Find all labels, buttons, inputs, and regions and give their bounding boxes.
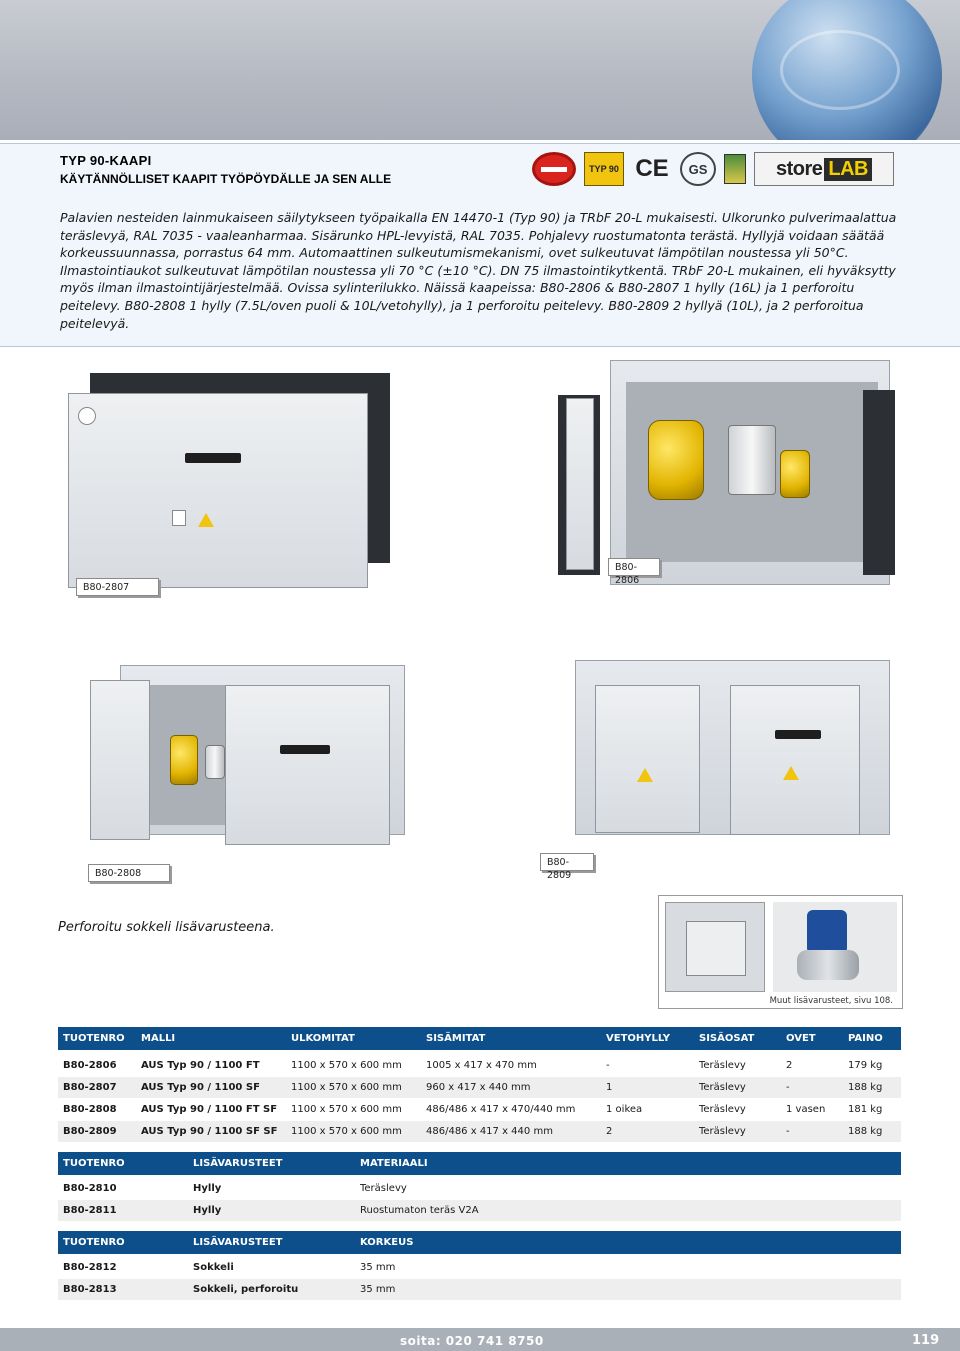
- photo-b80-2806: [548, 360, 908, 585]
- left-door: [90, 680, 150, 840]
- table-row: [58, 1178, 901, 1200]
- cell: 1100 x 570 x 600 mm: [286, 1121, 421, 1143]
- cell: B80-2808: [58, 1099, 136, 1121]
- storelab-logo: [754, 152, 894, 186]
- warning-icon: [198, 513, 214, 527]
- accessory-cabinet-image: [665, 902, 765, 992]
- cell: -: [781, 1121, 843, 1143]
- table-row: [58, 1099, 901, 1121]
- cell: Teräslevy: [694, 1121, 781, 1143]
- col-header: OVET: [781, 1027, 843, 1050]
- cell: Teräslevy: [694, 1077, 781, 1099]
- accessory-fan-image: [773, 902, 897, 992]
- cell: 486/486 x 417 x 440 mm: [421, 1121, 601, 1143]
- cell: B80-2813: [58, 1279, 188, 1301]
- col-header: SISÄOSAT: [694, 1027, 781, 1050]
- cell: Sokkeli: [188, 1257, 355, 1279]
- cell: AUS Typ 90 / 1100 SF SF: [136, 1121, 286, 1143]
- cell: 1 oikea: [601, 1099, 694, 1121]
- cell: AUS Typ 90 / 1100 FT SF: [136, 1099, 286, 1121]
- table-row: [58, 1279, 901, 1301]
- photo-b80-2809: [575, 660, 895, 845]
- col-header: KORKEUS: [355, 1231, 901, 1254]
- cell: 1: [601, 1077, 694, 1099]
- warning-icon: [783, 766, 799, 780]
- cell: -: [781, 1077, 843, 1099]
- typ90-logo: TYP 90: [584, 152, 624, 186]
- drawer-front: [225, 685, 390, 845]
- cell: 960 x 417 x 440 mm: [421, 1077, 601, 1099]
- col-header: LISÄVARUSTEET: [188, 1152, 355, 1175]
- photo-b80-2807: [60, 365, 390, 595]
- page-title: TYP 90-KAAPI: [60, 153, 152, 168]
- col-header: SISÄMITAT: [421, 1027, 601, 1050]
- page-number: 119: [912, 1333, 940, 1348]
- col-header: TUOTENRO: [58, 1231, 188, 1254]
- table-header-row: [58, 1152, 901, 1175]
- heights-table: [58, 1231, 901, 1301]
- table-header-row: [58, 1027, 901, 1050]
- cell: Ruostumaton teräs V2A: [355, 1200, 901, 1222]
- steel-can: [728, 425, 776, 495]
- left-door-face: [566, 398, 594, 570]
- storelab-logo-store: store: [775, 157, 823, 180]
- certification-logos: [532, 150, 894, 188]
- cell: AUS Typ 90 / 1100 FT: [136, 1055, 286, 1077]
- cell: 2: [781, 1055, 843, 1077]
- cell: 35 mm: [355, 1279, 901, 1301]
- cell: 2: [601, 1121, 694, 1143]
- photo-b80-2808: [80, 655, 410, 860]
- cell: Teräslevy: [355, 1178, 901, 1200]
- cell: 35 mm: [355, 1257, 901, 1279]
- yellow-can-small: [780, 450, 810, 498]
- accessory-door: [686, 921, 746, 976]
- cell: 188 kg: [843, 1077, 901, 1099]
- warning-icon: [637, 768, 653, 782]
- label-b80-2809: B80-2809: [540, 853, 594, 871]
- cell: B80-2812: [58, 1257, 188, 1279]
- cell: Hylly: [188, 1200, 355, 1222]
- materials-table: [58, 1152, 901, 1222]
- table-row: [58, 1200, 901, 1222]
- fan-housing: [797, 950, 859, 980]
- steel-bottle: [205, 745, 225, 779]
- table-row: [58, 1077, 901, 1099]
- no-entry-icon: [532, 152, 576, 186]
- top-banner: [0, 0, 960, 140]
- col-header: MATERIAALI: [355, 1152, 901, 1175]
- ripple-graphic: [780, 30, 900, 110]
- cell: B80-2809: [58, 1121, 136, 1143]
- col-header: LISÄVARUSTEET: [188, 1231, 355, 1254]
- right-door: [863, 390, 895, 575]
- col-header: PAINO: [843, 1027, 901, 1050]
- col-header: VETOHYLLY: [601, 1027, 694, 1050]
- accessories-caption: Muut lisävarusteet, sivu 108.: [769, 996, 893, 1006]
- drawer-front: [68, 393, 368, 588]
- storelab-logo-lab: LAB: [824, 158, 872, 181]
- cell: Teräslevy: [694, 1055, 781, 1077]
- col-header: TUOTENRO: [58, 1027, 136, 1050]
- footer-phone: soita: 020 741 8750: [400, 1334, 544, 1348]
- gs-mark-icon: GS: [680, 152, 716, 186]
- cell: B80-2807: [58, 1077, 136, 1099]
- yellow-can: [170, 735, 198, 785]
- cell: B80-2810: [58, 1178, 188, 1200]
- sign-sticker: [172, 510, 186, 526]
- drawer-handle: [185, 453, 241, 463]
- cell: B80-2806: [58, 1055, 136, 1077]
- accessories-photo: [658, 895, 903, 1009]
- fan-motor: [807, 910, 847, 954]
- yellow-can: [648, 420, 704, 500]
- cell: 188 kg: [843, 1121, 901, 1143]
- right-drawer-front: [730, 685, 860, 835]
- perforated-caption: Perforoitu sokkeli lisävarusteena.: [58, 920, 275, 935]
- cell: 486/486 x 417 x 470/440 mm: [421, 1099, 601, 1121]
- label-b80-2807: B80-2807: [76, 578, 159, 596]
- cell: B80-2811: [58, 1200, 188, 1222]
- left-drawer-front: [595, 685, 700, 833]
- col-header: ULKOMITAT: [286, 1027, 421, 1050]
- table-header-row: [58, 1231, 901, 1254]
- cell: 181 kg: [843, 1099, 901, 1121]
- cell: AUS Typ 90 / 1100 SF: [136, 1077, 286, 1099]
- table-row: [58, 1121, 901, 1143]
- certificate-icon: [724, 154, 746, 184]
- cell: 1005 x 417 x 470 mm: [421, 1055, 601, 1077]
- drawer-handle: [775, 730, 821, 739]
- col-header: TUOTENRO: [58, 1152, 188, 1175]
- label-b80-2806: B80-2806: [608, 558, 660, 576]
- ce-mark-icon: CE: [635, 155, 669, 182]
- cell: Teräslevy: [694, 1099, 781, 1121]
- cell: Sokkeli, perforoitu: [188, 1279, 355, 1301]
- table-row: [58, 1055, 901, 1077]
- cell: Hylly: [188, 1178, 355, 1200]
- cell: 1100 x 570 x 600 mm: [286, 1077, 421, 1099]
- product-description: Palavien nesteiden lainmukaiseen säilytykseen työpaikalla EN 14470-1 (Typ 90) ja TRbF 20-L mukaisesti. Ulkorunko pulverimaalattua teräslevyä, RAL 7035 - vaaleanharmaa. Sisärunko HPL-levyistä, RAL 7035. Pohjalevy ruostumatonta terästä. Hyllyjä voidaan säätää korkeussuunnassa, porrastus 64 mm. Automaattinen sulkeutumismekanismi, ovet sulkeutuvat lämpötilan noustessa yli 50°C. Ilmastointiaukot sulkeutuvat lämpötilan noustessa yli 70 °C (±10 °C). DN 75 ilmastointikytkentä. TRbF 20-L mukainen, eli hyväksytty myös ilman ilmastointijärjestelmää. Ovissa sylinterilukko. Näissä kaapeissa: B80-2806 & B80-2807 1 hylly (16L) ja 1 perforoitu peitelevy. B80-2808 1 hylly (7.5L/oven puoli & 10L/vetohylly), ja 1 perforoitu peitelevy. B80-2809 2 hyllyä (10L), ja 2 perforoitua peitelevyä.: [60, 210, 897, 331]
- cell: 179 kg: [843, 1055, 901, 1077]
- cell: 1100 x 570 x 600 mm: [286, 1055, 421, 1077]
- drawer-handle: [280, 745, 330, 754]
- label-b80-2808: B80-2808: [88, 864, 170, 882]
- products-table: [58, 1027, 901, 1143]
- cell: -: [601, 1055, 694, 1077]
- table-row: [58, 1257, 901, 1279]
- col-header: MALLI: [136, 1027, 286, 1050]
- cell: 1100 x 570 x 600 mm: [286, 1099, 421, 1121]
- gs-sticker: [78, 407, 96, 425]
- page-subtitle: KÄYTÄNNÖLLISET KAAPIT TYÖPÖYDÄLLE JA SEN ALLE: [60, 172, 392, 186]
- cell: 1 vasen: [781, 1099, 843, 1121]
